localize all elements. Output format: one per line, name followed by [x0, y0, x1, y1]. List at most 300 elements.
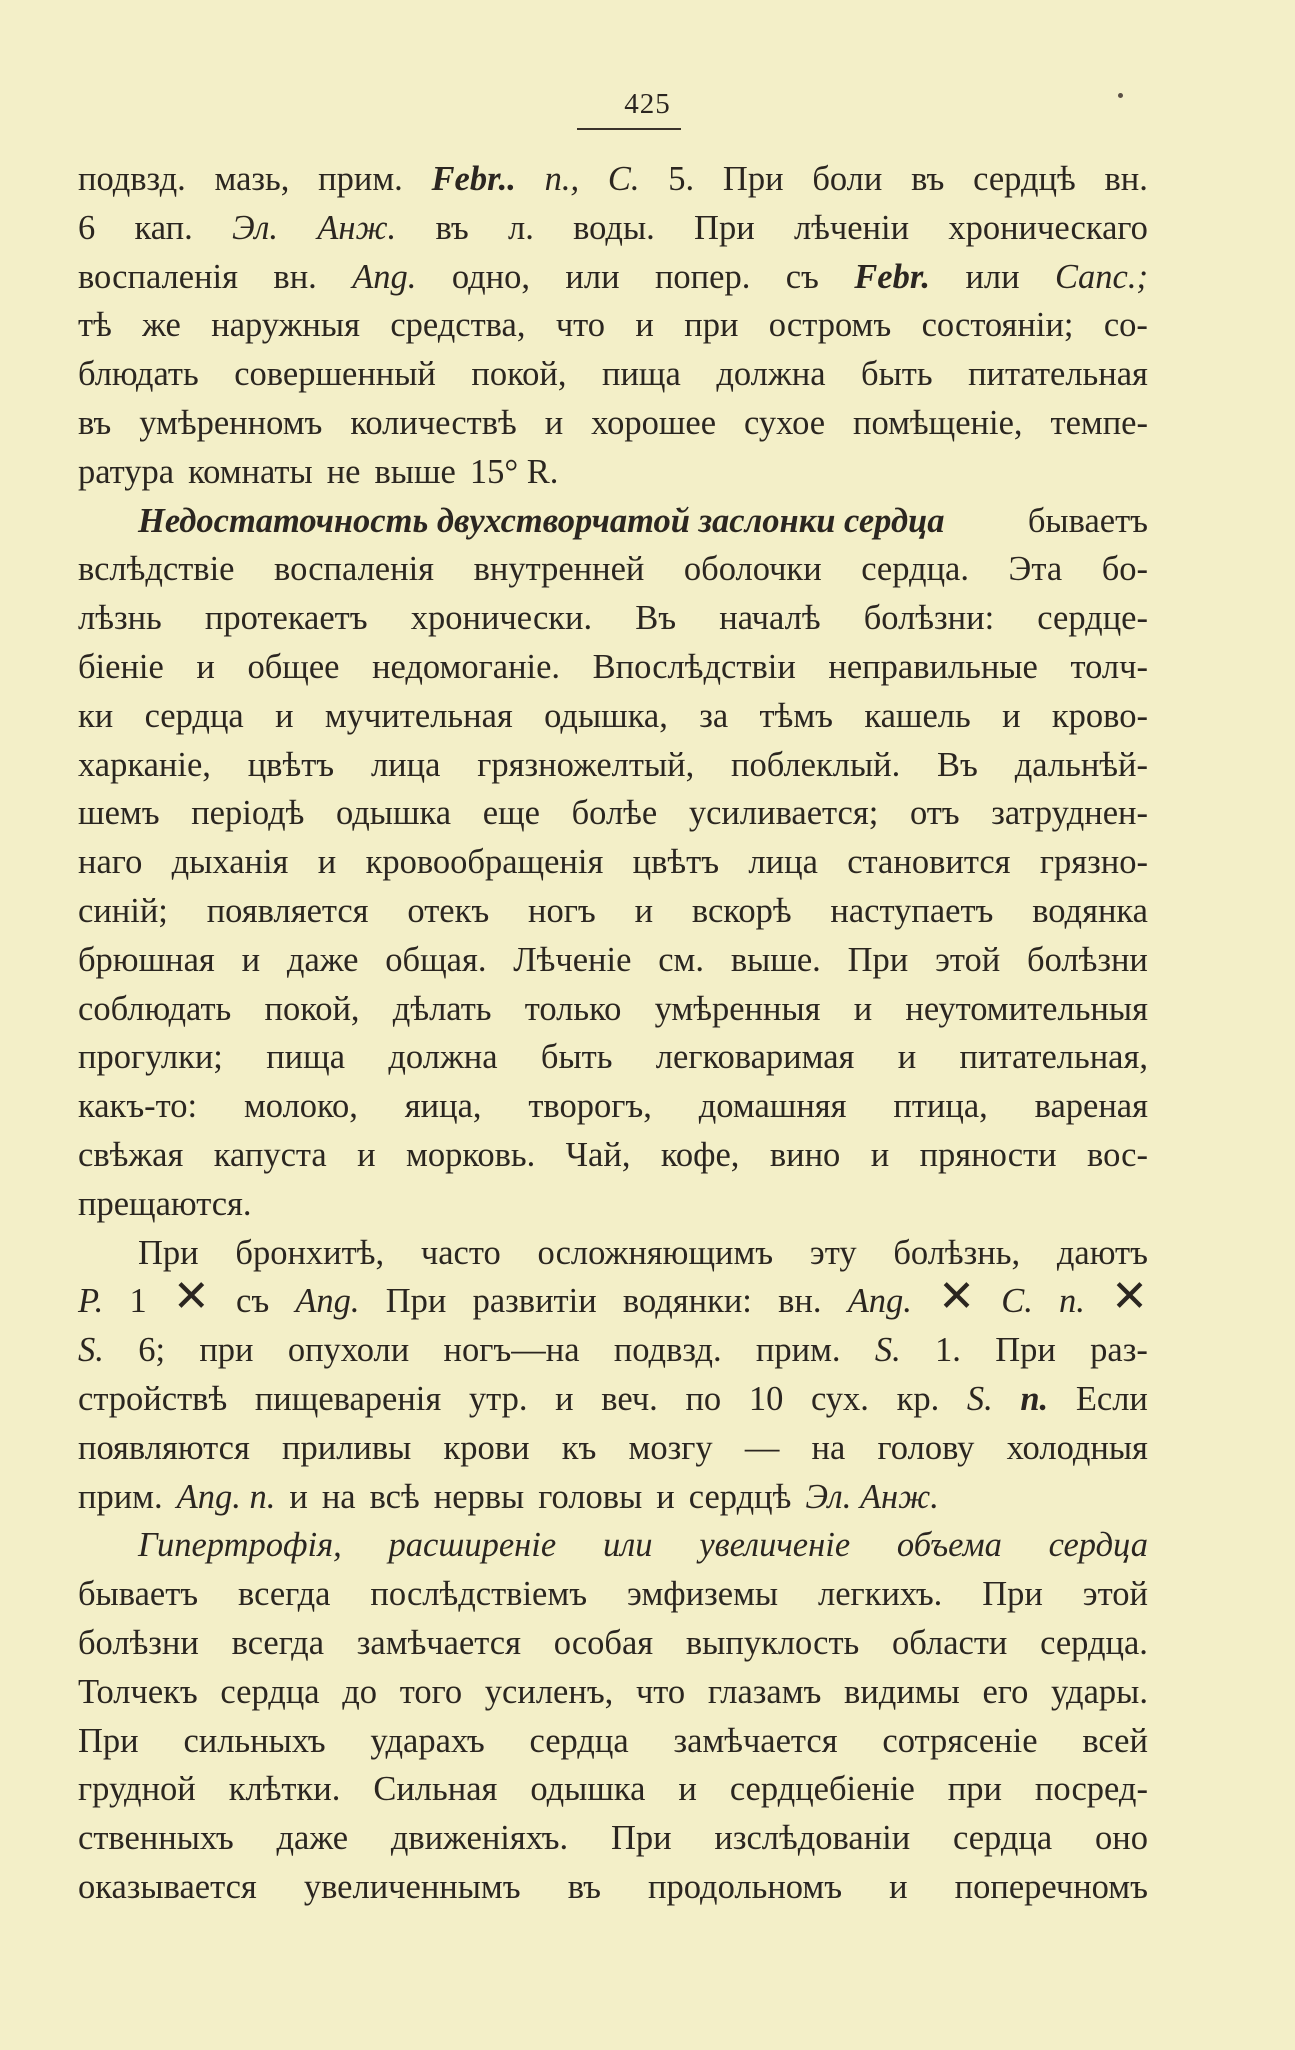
word: кр.	[896, 1379, 940, 1418]
word: Сильная	[373, 1770, 498, 1809]
text-line	[78, 204, 1148, 253]
word: наружныя	[211, 306, 360, 345]
word: осложняющимъ	[537, 1233, 774, 1272]
word: количествѣ	[350, 403, 517, 442]
word: опухоли	[287, 1331, 410, 1370]
word: и	[678, 1770, 697, 1809]
word: приливы	[282, 1428, 412, 1467]
word: сердца	[529, 1721, 629, 1760]
word: даже	[276, 1819, 349, 1858]
word: этой	[1082, 1575, 1148, 1614]
word: ногъ	[528, 891, 596, 930]
word: продольномъ	[648, 1867, 843, 1906]
text-line	[78, 643, 1148, 692]
word: наго	[78, 843, 143, 882]
word: домашняя	[698, 1087, 847, 1126]
word: пища	[266, 1038, 346, 1077]
word: хронически.	[410, 599, 593, 638]
word: расширеніе	[388, 1526, 557, 1565]
word: съ	[236, 1282, 270, 1321]
word: Гипертрофія,	[138, 1526, 342, 1565]
word: холодныя	[1006, 1428, 1148, 1467]
word: капуста	[213, 1135, 327, 1174]
word: неутомительныя	[905, 989, 1148, 1028]
word: и	[870, 1135, 890, 1174]
text-line	[78, 155, 1148, 204]
word: ственныхъ	[78, 1819, 234, 1858]
word: ударахъ	[370, 1721, 485, 1760]
word: Febr..	[431, 160, 516, 198]
word: болѣзни:	[863, 599, 995, 638]
word: появляется	[206, 891, 369, 930]
word: быть	[540, 1038, 613, 1077]
word: и	[634, 891, 654, 930]
word: л.	[507, 208, 534, 247]
word: въ	[911, 160, 945, 198]
word: водянки:	[622, 1282, 752, 1321]
word: отъ	[909, 794, 960, 833]
word: же	[142, 306, 181, 345]
word: сердца	[144, 696, 244, 735]
word: усиливается;	[688, 794, 879, 833]
word: прим.	[78, 1477, 163, 1516]
word: еще	[482, 794, 540, 833]
word: послѣдствіемъ	[370, 1575, 588, 1614]
word: При	[982, 1575, 1043, 1614]
text-line	[78, 1326, 1148, 1375]
word: лица	[370, 745, 441, 784]
word: мозгу	[628, 1428, 713, 1467]
word: при	[947, 1770, 1002, 1809]
word: появляются	[78, 1428, 250, 1467]
word: движеніяхъ.	[390, 1819, 569, 1858]
word: Въ	[635, 599, 677, 638]
text-line	[78, 1521, 1148, 1570]
word: одышка	[336, 794, 452, 833]
word: вино	[769, 1135, 841, 1174]
word: сухое	[744, 403, 826, 442]
word: боли	[812, 160, 883, 198]
word: что	[635, 1672, 686, 1711]
word: или	[602, 1526, 653, 1565]
word: n.,	[544, 160, 580, 198]
word: сердцебіеніе	[729, 1770, 915, 1809]
word: мазь,	[214, 160, 290, 198]
word: питательная	[968, 355, 1148, 394]
text-line	[78, 985, 1148, 1034]
word: Эл. Анж.	[805, 1477, 939, 1516]
word: стройствѣ	[78, 1379, 228, 1418]
word: Ang.	[352, 257, 417, 296]
word: оно	[1094, 1819, 1148, 1858]
word: даютъ	[1056, 1233, 1148, 1272]
word: S.	[966, 1379, 993, 1418]
word: замѣчается	[356, 1623, 521, 1662]
word: поперечномъ	[954, 1867, 1148, 1906]
text-line	[78, 1180, 1148, 1229]
word: соблюдать	[78, 989, 232, 1028]
cross-symbol: ✕	[1111, 1271, 1148, 1323]
text-line	[78, 887, 1148, 936]
word: замѣчается	[673, 1721, 838, 1760]
text-line	[78, 1814, 1148, 1863]
word: 5.	[668, 160, 695, 198]
word: всегда	[238, 1575, 331, 1614]
word: или	[965, 257, 1020, 296]
text-line	[78, 497, 1148, 546]
word: цвѣтъ	[247, 745, 335, 784]
word: веч.	[601, 1379, 658, 1418]
word: ки	[78, 696, 114, 735]
word: не	[326, 452, 361, 491]
word: состояніи;	[921, 306, 1074, 345]
page-number: 425	[624, 88, 671, 120]
word: со-	[1103, 306, 1148, 345]
word: раз-	[1090, 1331, 1148, 1370]
word: прогулки;	[78, 1038, 223, 1077]
word: умѣренномъ	[139, 403, 323, 442]
word: Эта	[1008, 550, 1063, 589]
word: крово-	[1051, 696, 1148, 735]
word: вскорѣ	[691, 891, 792, 930]
text-line	[78, 1131, 1148, 1180]
word: пищеваренія	[254, 1379, 442, 1418]
word: при	[684, 306, 739, 345]
text-line	[78, 594, 1148, 643]
word: вос-	[1087, 1135, 1148, 1174]
word: оболочки	[683, 550, 822, 589]
word: и	[897, 1038, 917, 1077]
word: воспаленія	[274, 550, 435, 589]
word: становится	[847, 843, 1011, 882]
word: голову	[877, 1428, 975, 1467]
word: утр.	[468, 1379, 528, 1418]
word: къ	[561, 1428, 597, 1467]
word: сух.	[810, 1379, 869, 1418]
word: 6;	[138, 1331, 166, 1370]
word: Толчекъ	[78, 1672, 198, 1711]
word: головы	[538, 1477, 643, 1516]
word: 6	[78, 208, 96, 247]
body-text	[78, 155, 1148, 1912]
word: бываетъ	[78, 1575, 199, 1614]
word: тѣ	[78, 306, 112, 345]
word: сердце-	[1037, 599, 1148, 638]
word: Febr.	[854, 257, 931, 296]
word: Если	[1075, 1379, 1148, 1418]
word: грудной	[78, 1770, 196, 1809]
word: толч-	[1070, 647, 1148, 686]
word: и	[196, 647, 215, 686]
word: харканіе,	[78, 745, 211, 784]
word: должна	[388, 1038, 498, 1077]
word: быть	[861, 355, 933, 394]
word: прим.	[318, 160, 403, 198]
word: При	[385, 1282, 447, 1321]
word: какъ-то:	[78, 1087, 198, 1126]
word: питательная,	[959, 1038, 1148, 1077]
word: всей	[1082, 1721, 1148, 1760]
word: сердца	[220, 1672, 320, 1711]
word: всѣ	[369, 1477, 420, 1516]
word: изслѣдованіи	[714, 1819, 911, 1858]
text-line	[78, 1375, 1148, 1424]
text-line	[78, 1765, 1148, 1814]
word: сердца.	[1040, 1623, 1148, 1662]
text-line	[78, 789, 1148, 838]
word: Canc.;	[1055, 257, 1148, 296]
print-speck	[1118, 93, 1123, 98]
word: и	[544, 403, 564, 442]
word: болѣзнь,	[893, 1233, 1021, 1272]
word: бо-	[1101, 550, 1148, 589]
word: Ang.	[847, 1282, 912, 1321]
word: и	[635, 306, 654, 345]
word: сердцѣ	[973, 160, 1076, 198]
word: ратура	[78, 452, 175, 491]
word: сердцѣ	[688, 1477, 792, 1516]
word: выпуклость	[685, 1623, 860, 1662]
word: эмфиземы	[626, 1575, 779, 1614]
word: лѣченіи	[793, 208, 910, 247]
word: шемъ	[78, 794, 160, 833]
word: см.	[658, 940, 705, 979]
word: S.	[874, 1331, 901, 1370]
word: видимы	[844, 1672, 960, 1711]
word: цвѣтъ	[632, 843, 720, 882]
word: ногъ—на	[443, 1331, 580, 1370]
word: кап.	[134, 208, 193, 247]
word: недомоганіе.	[372, 647, 561, 686]
word: умѣренныя	[654, 989, 821, 1028]
word: увеличеннымъ	[303, 1867, 521, 1906]
text-line	[78, 1473, 1148, 1522]
word: и	[357, 1135, 376, 1174]
text-line	[78, 692, 1148, 741]
word: Впослѣдствіи	[592, 647, 796, 686]
word: бронхитѣ,	[235, 1233, 385, 1272]
word: всегда	[231, 1623, 325, 1662]
word: сердца	[1048, 1526, 1148, 1565]
word: остромъ	[768, 306, 892, 345]
word: n.	[1020, 1379, 1049, 1418]
word: клѣтки.	[228, 1770, 341, 1809]
word: въ	[78, 403, 112, 442]
word: Ang. n.	[176, 1477, 276, 1516]
word: посред-	[1034, 1770, 1148, 1809]
text-line	[78, 545, 1148, 594]
word: вн.	[1104, 160, 1148, 198]
word: легковаримая	[655, 1038, 855, 1077]
word: болѣзни	[78, 1623, 199, 1662]
word: часто	[420, 1233, 501, 1272]
text-line	[78, 399, 1148, 448]
word: общее	[247, 647, 340, 686]
word: пища	[602, 355, 681, 394]
word: наступаетъ	[830, 891, 994, 930]
word: бываетъ	[1027, 501, 1148, 540]
text-line	[78, 350, 1148, 399]
word: общая.	[385, 940, 487, 979]
word: лѣзнь	[78, 599, 162, 638]
word: При	[610, 1819, 672, 1858]
text-line	[78, 1668, 1148, 1717]
word: 15° R.	[469, 452, 559, 491]
word: одышка	[530, 1770, 646, 1809]
word: при	[199, 1331, 254, 1370]
word: за	[699, 696, 729, 735]
word: кашель	[864, 696, 971, 735]
word: вн.	[778, 1282, 822, 1321]
word: творогъ,	[528, 1087, 652, 1126]
word: въ	[567, 1867, 601, 1906]
word: одно,	[451, 257, 530, 296]
word: 1	[129, 1282, 147, 1321]
word: и	[889, 1867, 908, 1906]
word: брюшная	[78, 940, 215, 979]
word: дыханія	[171, 843, 289, 882]
text-line	[78, 301, 1148, 350]
word: по	[685, 1379, 722, 1418]
word: вн.	[273, 257, 317, 296]
word: болѣе	[571, 794, 658, 833]
word: одышка,	[544, 696, 668, 735]
word: кофе,	[660, 1135, 740, 1174]
word: Эл.	[231, 208, 278, 247]
word: и	[656, 1477, 675, 1516]
word: 10	[748, 1379, 784, 1418]
word: воспаленія	[78, 257, 239, 296]
word: объема	[896, 1526, 1002, 1565]
word: совершенный	[234, 355, 436, 394]
word: глазамъ	[707, 1672, 822, 1711]
word: тѣмъ	[759, 696, 833, 735]
word: прещаются.	[78, 1184, 252, 1223]
word: и	[275, 696, 294, 735]
word: При	[694, 208, 755, 247]
word: морковь.	[405, 1135, 536, 1174]
word: легкихъ.	[818, 1575, 943, 1614]
word: попер.	[654, 257, 751, 296]
word: вслѣдствіе	[78, 550, 235, 589]
word: особая	[553, 1623, 654, 1662]
word: подвзд.	[78, 160, 186, 198]
word: При	[78, 1721, 139, 1760]
word: сильныхъ	[183, 1721, 326, 1760]
word: выше	[374, 452, 456, 491]
text-line	[78, 1033, 1148, 1082]
word: отекъ	[407, 891, 490, 930]
word: удары.	[1050, 1672, 1148, 1711]
word: на	[321, 1477, 356, 1516]
word: свѣжая	[78, 1135, 184, 1174]
word: и	[1002, 696, 1021, 735]
word: C.	[1001, 1282, 1033, 1321]
word: птица,	[893, 1087, 988, 1126]
word: кровообращенія	[365, 843, 604, 882]
text-line	[78, 253, 1148, 302]
word: 1.	[935, 1331, 961, 1370]
header-rule	[577, 128, 681, 130]
word: внутренней	[473, 550, 645, 589]
text-line	[78, 1619, 1148, 1668]
word: лица	[748, 843, 818, 882]
word: области	[892, 1623, 1008, 1662]
word: дѣлать	[392, 989, 492, 1028]
word: неправильные	[828, 647, 1038, 686]
word: S.	[78, 1331, 104, 1370]
word: и	[289, 1477, 308, 1516]
word: затруднен-	[991, 794, 1148, 833]
word: біеніе	[78, 647, 164, 686]
word: сердца	[953, 1819, 1053, 1858]
word: этой	[935, 940, 1001, 979]
word: его	[982, 1672, 1029, 1711]
word: покой,	[264, 989, 360, 1028]
word: При	[722, 160, 784, 198]
text-line	[78, 1082, 1148, 1131]
word: на	[811, 1428, 846, 1467]
word: вареная	[1034, 1087, 1148, 1126]
word: хорошее	[591, 403, 717, 442]
word: синій;	[78, 891, 168, 930]
word: періодѣ	[191, 794, 305, 833]
word: пряности	[919, 1135, 1057, 1174]
word: покой,	[471, 355, 567, 394]
word: выше.	[730, 940, 821, 979]
word: началѣ	[719, 599, 821, 638]
text-line	[78, 1863, 1148, 1912]
text-line	[78, 741, 1148, 790]
word: При	[138, 1233, 199, 1272]
word: грязно-	[1039, 843, 1148, 882]
word: воды.	[573, 208, 655, 247]
word: темпе-	[1050, 403, 1148, 442]
word: хроническаго	[948, 208, 1148, 247]
word: увеличеніе	[699, 1526, 851, 1565]
word: средства,	[390, 306, 526, 345]
word: въ	[435, 208, 469, 247]
word: сотрясеніе	[882, 1721, 1038, 1760]
word: При	[847, 940, 909, 979]
word: молоко,	[243, 1087, 358, 1126]
word: съ	[785, 257, 819, 296]
text-line	[78, 1271, 1148, 1326]
word: развитіи	[472, 1282, 597, 1321]
text-line	[78, 838, 1148, 887]
word: Лѣченіе	[513, 940, 632, 979]
word: и	[853, 989, 873, 1028]
word: или	[565, 257, 620, 296]
word: водянка	[1032, 891, 1148, 930]
word: комнаты	[188, 452, 313, 491]
text-line	[78, 448, 1148, 497]
word: эту	[809, 1233, 857, 1272]
word: сердца.	[861, 550, 969, 589]
word: и	[555, 1379, 574, 1418]
word: n.	[1059, 1282, 1085, 1321]
text-line	[78, 936, 1148, 985]
word: оказывается	[78, 1867, 257, 1906]
word: При	[995, 1331, 1056, 1370]
word: до	[342, 1672, 378, 1711]
text-line	[78, 1570, 1148, 1619]
word: и	[241, 940, 261, 979]
word: прим.	[755, 1331, 841, 1370]
word: грязножелтый,	[477, 745, 695, 784]
word: Анж.	[317, 208, 397, 247]
word: поблеклый.	[731, 745, 901, 784]
